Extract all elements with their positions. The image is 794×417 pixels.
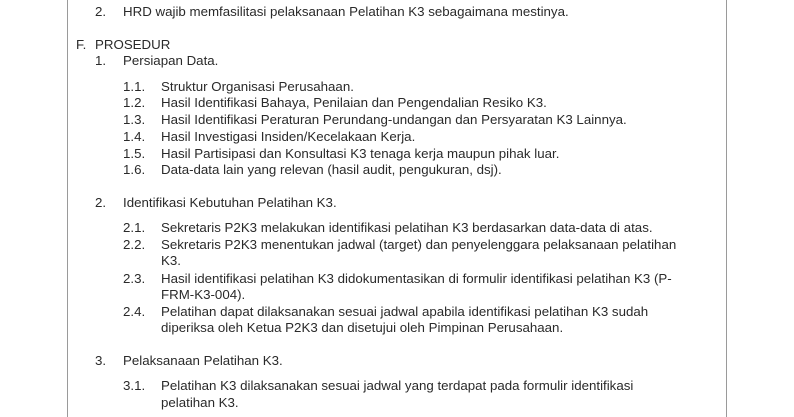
sub-item-number: 1.5.: [123, 146, 146, 161]
sub-item-number: 1.1.: [123, 79, 146, 94]
item-text: HRD wajib memfasilitasi pelaksanaan Pelatihan K3 sebagaimana mestinya.: [123, 4, 569, 19]
sub-item-text: Hasil Investigasi Insiden/Kecelakaan Kerja.: [161, 129, 416, 144]
sub-item-text: Sekretaris P2K3 melakukan identifikasi pelatihan K3 berdasarkan data-data di atas.: [161, 220, 653, 235]
sub-item-text: Data-data lain yang relevan (hasil audit, pengukuran, dsj).: [161, 162, 502, 177]
sub-item-text: Pelatihan K3 dilaksanakan sesuai jadwal yang terdapat pada formulir identifikasi: [161, 378, 634, 393]
sub-item-text: Hasil identifikasi pelatihan K3 didokumentasikan di formulir identifikasi pelatihan K3 (P-: [161, 271, 672, 286]
sub-item-number: 3.1.: [123, 378, 146, 393]
sub-item-text: Struktur Organisasi Perusahaan.: [161, 79, 354, 94]
sub-item-text: Pelatihan dapat dilaksanakan sesuai jadwal apabila identifikasi pelatihan K3 sudah: [161, 304, 649, 319]
sub-item-text: Hasil Identifikasi Peraturan Perundang-undangan dan Persyaratan K3 Lainnya.: [161, 112, 627, 127]
sub-item-text: pelatihan K3.: [161, 395, 239, 410]
section-title: PROSEDUR: [95, 37, 171, 52]
sub-item-number: 2.3.: [123, 271, 146, 286]
sub-item-text: Hasil Identifikasi Bahaya, Penilaian dan Pengendalian Resiko K3.: [161, 95, 547, 110]
step-title: Persiapan Data.: [123, 53, 219, 68]
step-number: 1.: [95, 53, 107, 68]
sub-item-text: FRM-K3-004).: [161, 287, 246, 302]
step-title: Pelaksanaan Pelatihan K3.: [123, 353, 283, 368]
section-letter: F.: [76, 37, 87, 52]
sub-item-number: 1.4.: [123, 129, 146, 144]
sub-item-text: K3.: [161, 253, 181, 268]
step-title: Identifikasi Kebutuhan Pelatihan K3.: [123, 195, 337, 210]
sub-item-number: 1.2.: [123, 95, 146, 110]
sub-item-number: 1.6.: [123, 162, 146, 177]
step-number: 2.: [95, 195, 107, 210]
item-number: 2.: [95, 4, 107, 19]
sub-item-text: Sekretaris P2K3 menentukan jadwal (target) dan penyelenggara pelaksanaan pelatihan: [161, 237, 677, 252]
sub-item-number: 2.2.: [123, 237, 146, 252]
sub-item-number: 2.1.: [123, 220, 146, 235]
sub-item-number: 1.3.: [123, 112, 146, 127]
sub-item-text: diperiksa oleh Ketua P2K3 dan disetujui oleh Pimpinan Perusahaan.: [161, 320, 564, 335]
sub-item-text: Hasil Partisipasi dan Konsultasi K3 tenaga kerja maupun pihak luar.: [161, 146, 560, 161]
sub-item-number: 2.4.: [123, 304, 146, 319]
step-number: 3.: [95, 353, 107, 368]
